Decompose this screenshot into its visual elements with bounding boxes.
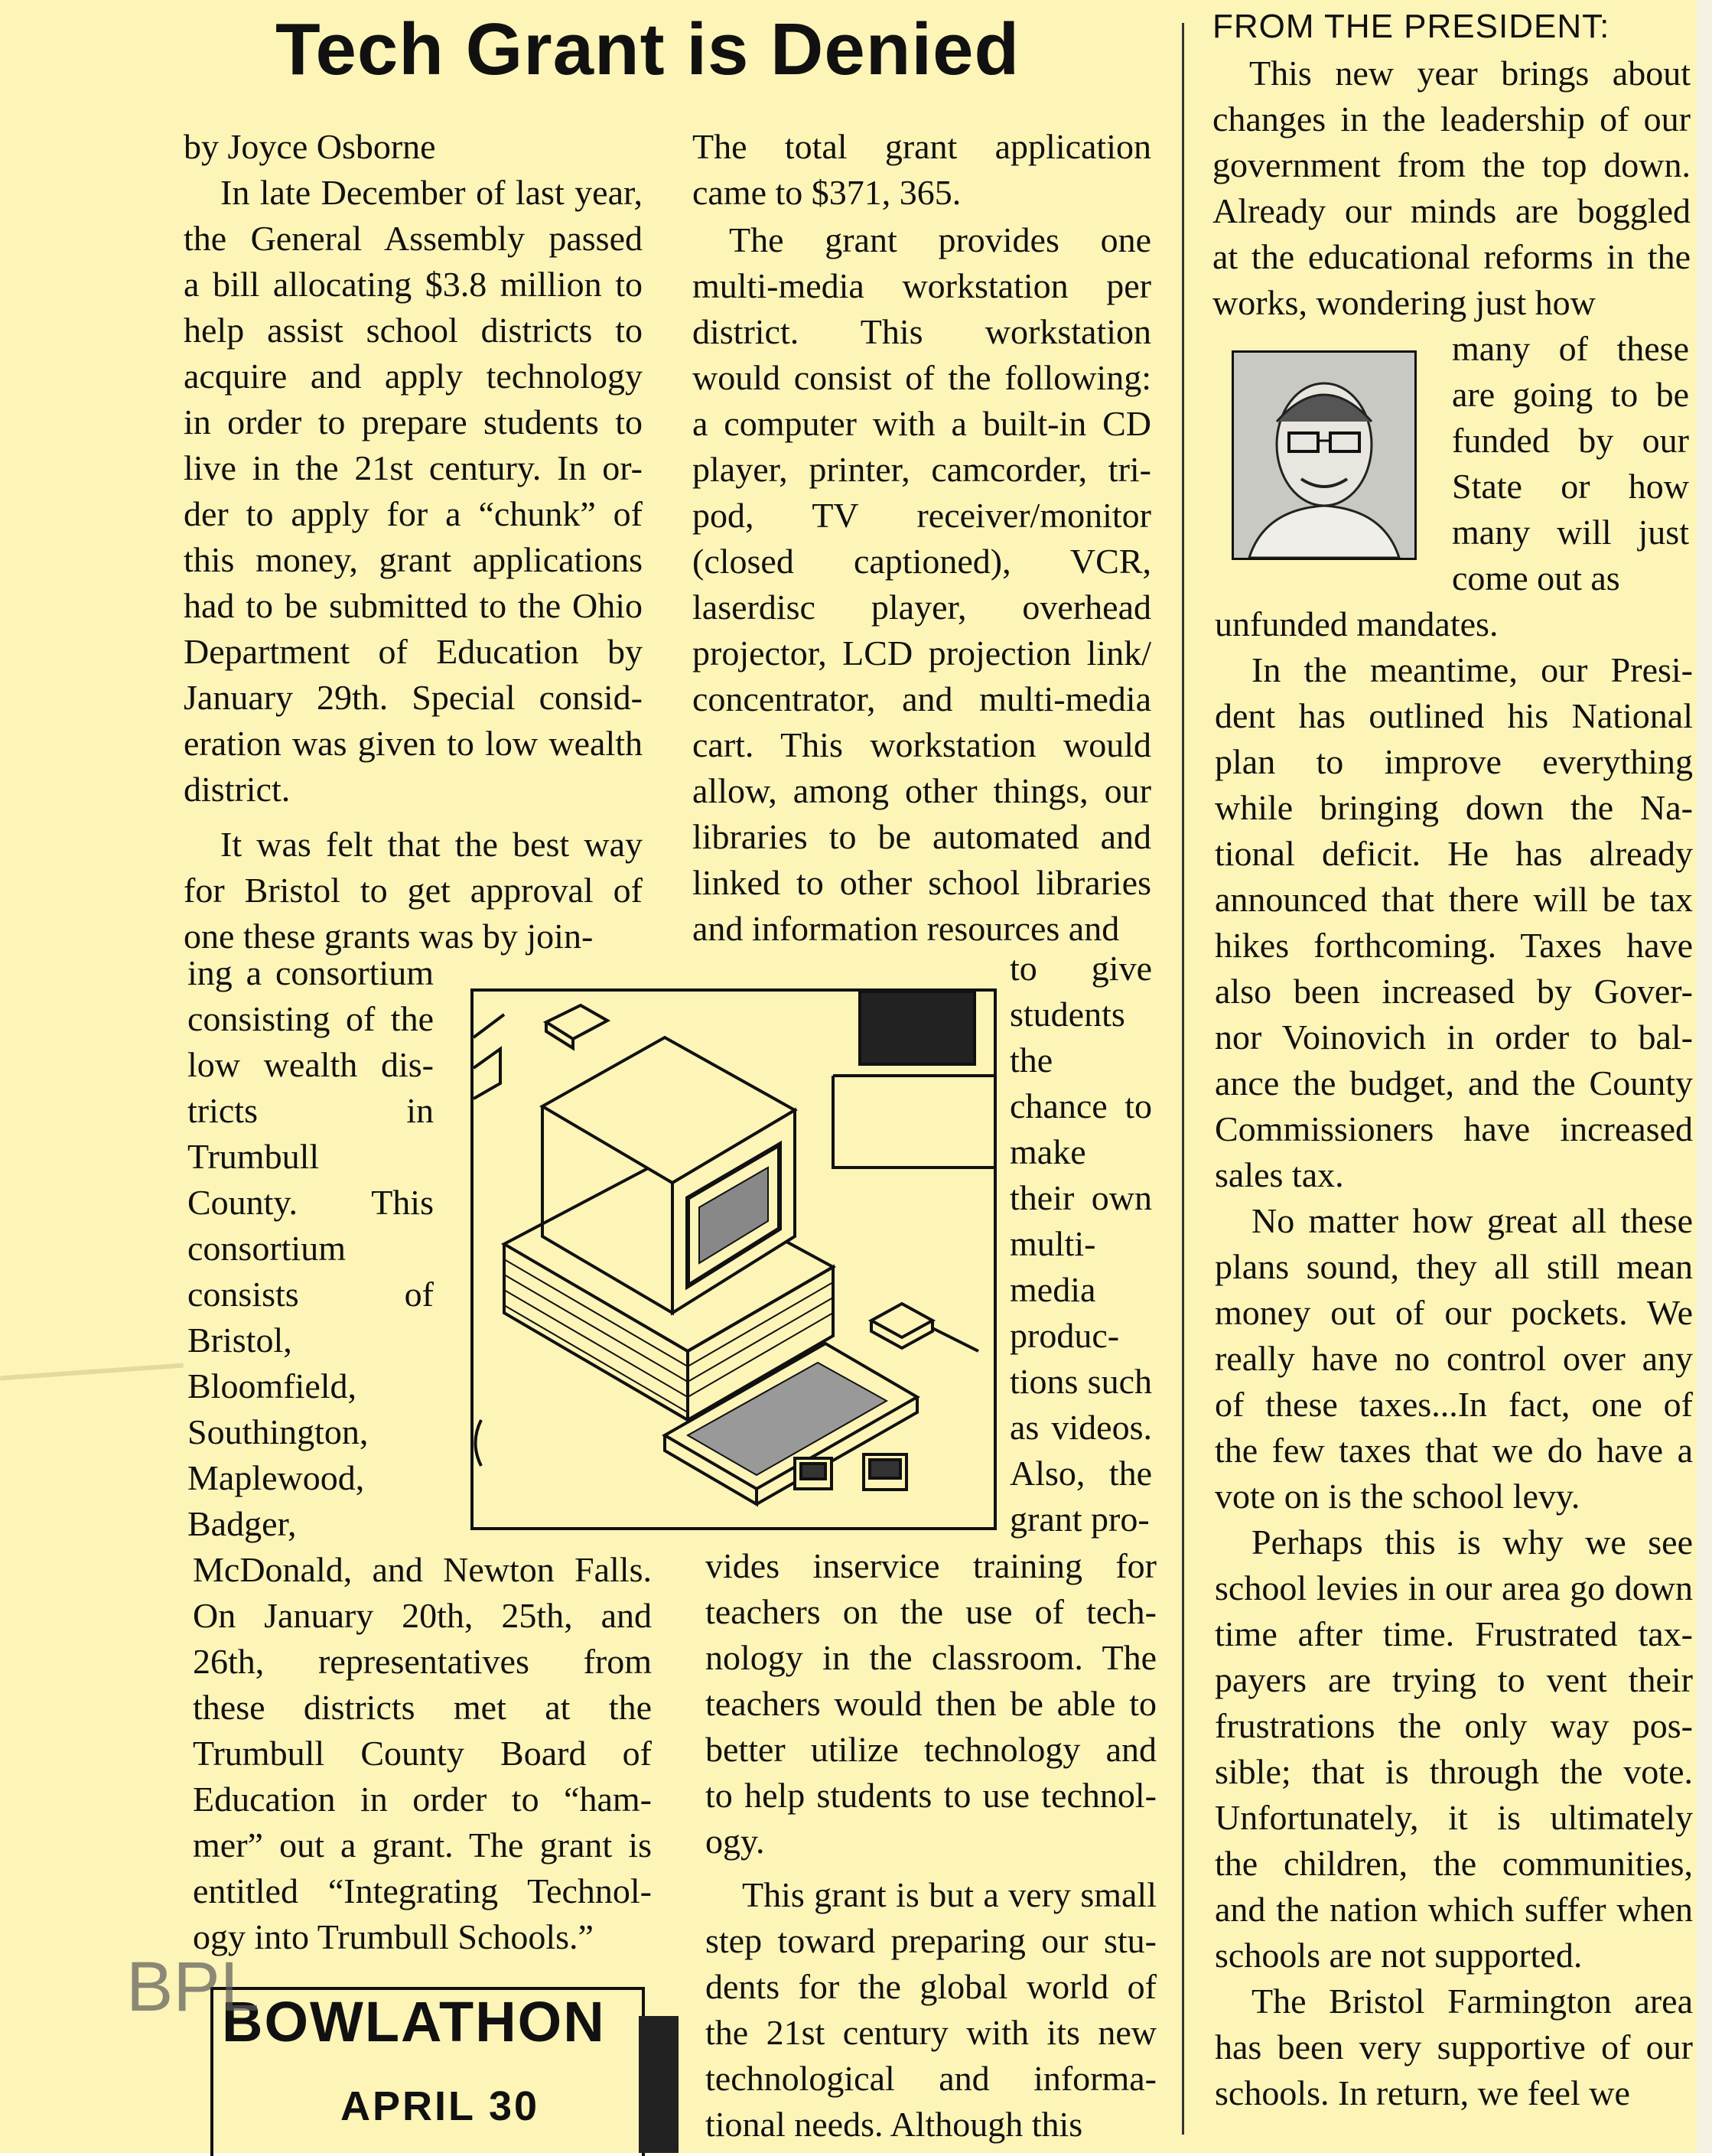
text-line: district. This workstation (692, 312, 1151, 351)
byline: by Joyce Osborne (184, 127, 436, 166)
text-line: Department of Education by (184, 632, 643, 671)
text-line: payers are trying to vent their (1215, 1660, 1693, 1699)
text-line: schools. In return, we feel we (1215, 2073, 1630, 2112)
portrait-image (1234, 353, 1414, 558)
text-line: Perhaps this is why we see (1251, 1523, 1693, 1562)
text-line: teachers would then be able to (705, 1684, 1157, 1723)
article-column-2 (692, 124, 1151, 952)
text-line: low wealth dis- (187, 1045, 434, 1084)
article-headline: Tech Grant is Denied (275, 8, 1020, 90)
text-line: This new year brings about (1249, 54, 1691, 93)
computer-clipart (470, 988, 997, 1530)
text-line: Also, the (1010, 1454, 1152, 1493)
text-line: many will just (1452, 513, 1689, 552)
text-line: The Bristol Farmington area (1251, 1982, 1693, 2021)
text-line: live in the 21st century. In or- (184, 448, 643, 487)
text-line: This grant is but a very small (742, 1875, 1157, 1914)
text-line: frustrations the only way pos- (1215, 1706, 1693, 1745)
president-photo (1232, 350, 1417, 560)
text-line: the children, the communities, (1215, 1844, 1693, 1883)
text-line: Commissioners have increased (1215, 1109, 1693, 1148)
text-line: announced that there will be tax (1215, 880, 1693, 919)
text-line: the (1010, 1041, 1053, 1080)
text-line: acquire and apply technology (184, 357, 643, 396)
text-line: player, printer, camcorder, tri- (692, 450, 1151, 489)
text-line: State or how (1452, 467, 1689, 506)
text-line: has been very supportive of our (1215, 2027, 1693, 2066)
text-line: January 29th. Special consid- (184, 678, 643, 717)
president-column-wrap (1452, 326, 1689, 601)
text-line: multi-media workstation per (692, 266, 1151, 305)
watermark: BPL (126, 1948, 259, 2026)
text-line: teachers on the use of tech- (705, 1592, 1157, 1631)
text-line: really have no control over any (1215, 1339, 1693, 1378)
text-line: a bill allocating $3.8 million to (184, 265, 643, 304)
text-line: Trumbull (187, 1137, 320, 1176)
article-column-2-continued (705, 1543, 1157, 2148)
article-paragraph-2 (184, 822, 643, 959)
text-line: one these grants was by join- (184, 917, 594, 956)
article-column-1-continued (193, 1547, 652, 1960)
text-line: schools are not supported. (1215, 1936, 1583, 1975)
text-line: It was felt that the best way (220, 825, 643, 864)
text-line: funded by our (1452, 421, 1689, 460)
text-line: tional deficit. He has already (1215, 834, 1693, 873)
text-line: a computer with a built-in CD (692, 404, 1151, 443)
text-line: linked to other school libraries (692, 863, 1151, 902)
text-line: der to apply for a “chunk” of (184, 494, 643, 533)
text-line: Trumbull County Board of (193, 1734, 652, 1773)
text-line: dents for the global world of (705, 1967, 1157, 2006)
text-line: The grant provides one (729, 220, 1151, 259)
text-line: while bringing down the Na- (1215, 788, 1693, 827)
text-line: district. (184, 770, 291, 809)
text-line: also been increased by Gover- (1215, 972, 1693, 1011)
text-line: in order to prepare students to (184, 402, 643, 441)
text-line: multi- (1010, 1224, 1096, 1263)
text-line: consortium (187, 1229, 346, 1268)
text-line: pod, TV receiver/monitor (692, 496, 1151, 535)
text-line: consisting of the (187, 999, 434, 1038)
text-line: laserdisc player, overhead (692, 588, 1151, 627)
text-line: to help students to use technol- (705, 1776, 1157, 1815)
text-line: tional needs. Although this (705, 2105, 1083, 2144)
text-line: media (1010, 1270, 1096, 1309)
text-line: better utilize technology and (705, 1730, 1157, 1769)
text-line: (closed captioned), VCR, (692, 542, 1151, 581)
text-line: many of these (1452, 329, 1689, 368)
bowlathon-ad-shadow (639, 2016, 679, 2153)
text-line: technological and informa- (705, 2059, 1157, 2098)
text-line: eration was given to low wealth (184, 724, 643, 763)
text-line: consists of (187, 1275, 434, 1314)
article-column-1-wrap (187, 950, 434, 1547)
text-line: works, wondering just how (1212, 283, 1596, 322)
bowlathon-title: BOWLATHON (222, 1990, 606, 2053)
text-line: to give (1010, 949, 1152, 988)
text-line: sible; that is through the vote. (1215, 1752, 1693, 1791)
text-line: cart. This workstation would (692, 725, 1151, 764)
column-divider (1182, 23, 1184, 2135)
text-line: money out of our pockets. We (1215, 1293, 1693, 1332)
text-line: the 21st century with its new (705, 2013, 1157, 2052)
text-line: Maplewood, (187, 1458, 365, 1497)
text-line: Education in order to “ham- (193, 1780, 652, 1819)
page-edge (1697, 0, 1712, 2153)
text-line: would consist of the following: (692, 358, 1151, 397)
text-line: In the meantime, our Presi- (1251, 650, 1693, 689)
text-line: sales tax. (1215, 1155, 1344, 1194)
article-column-2-wrap (1010, 946, 1152, 1542)
text-line: ing a consortium (187, 953, 434, 992)
president-column-top (1212, 50, 1691, 326)
text-line: the few taxes that we do have a (1215, 1431, 1693, 1470)
text-line: had to be submitted to the Ohio (184, 586, 643, 625)
article-column-1 (184, 124, 643, 959)
bowlathon-date: APRIL 30 (340, 2083, 540, 2129)
text-line: chance to (1010, 1086, 1152, 1125)
text-line: tions such (1010, 1362, 1152, 1401)
text-line: come out as (1452, 559, 1620, 598)
text-line: vides inservice training for (705, 1546, 1157, 1585)
article-paragraph-1 (184, 170, 643, 813)
president-paragraph-1-end: unfunded mandates. (1215, 604, 1499, 643)
text-line: plan to improve everything (1215, 742, 1693, 781)
text-line: make (1010, 1132, 1086, 1171)
text-line: grant pro- (1010, 1500, 1150, 1539)
text-line: Already our minds are boggled (1212, 191, 1691, 230)
text-line: On January 20th, 25th, and (193, 1596, 652, 1635)
text-line: ogy into Trumbull Schools.” (193, 1917, 594, 1956)
text-line: concentrator, and multi-media (692, 679, 1151, 718)
text-line: the General Assembly passed (184, 219, 643, 258)
text-line: their own (1010, 1178, 1152, 1217)
text-line: Unfortunately, it is ultimately (1215, 1798, 1693, 1837)
text-line: In late December of last year, (220, 173, 643, 212)
text-line: 26th, representatives from (193, 1642, 652, 1681)
text-line: as videos. (1010, 1408, 1152, 1447)
text-line: of these taxes...In fact, one of (1215, 1385, 1693, 1424)
text-line: plans sound, they all still mean (1215, 1247, 1693, 1286)
text-line: vote on is the school levy. (1215, 1477, 1580, 1516)
text-line: step toward preparing our stu- (705, 1921, 1157, 1960)
text-line: The total grant application (692, 127, 1151, 166)
president-heading: FROM THE PRESIDENT: (1212, 8, 1610, 45)
text-line: this money, grant applications (184, 540, 643, 579)
text-line: are going to be (1452, 375, 1689, 414)
text-line: and information resources and (692, 909, 1120, 948)
text-line: projector, LCD projection link/ (692, 633, 1151, 673)
text-line: time after time. Frustrated tax- (1215, 1614, 1693, 1653)
text-line: libraries to be automated and (692, 817, 1151, 856)
text-line: nology in the classroom. The (705, 1638, 1157, 1677)
text-line: nor Voinovich in order to bal- (1215, 1018, 1693, 1057)
text-line: for Bristol to get approval of (184, 871, 643, 910)
text-line: allow, among other things, our (692, 771, 1151, 810)
text-line: entitled “Integrating Technol- (193, 1871, 652, 1910)
text-line: Bristol, (187, 1321, 292, 1360)
computer-workstation-icon (474, 992, 994, 1527)
text-line: dent has outlined his National (1215, 696, 1693, 735)
text-line: McDonald, and Newton Falls. (193, 1550, 652, 1589)
text-line: Southington, (187, 1412, 369, 1451)
text-line: mer” out a grant. The grant is (193, 1825, 652, 1865)
president-column-body (1215, 601, 1693, 2116)
text-line: came to $371, 365. (692, 173, 962, 212)
text-line: students (1010, 995, 1125, 1034)
text-line: government from the top down. (1212, 145, 1691, 184)
text-line: produc- (1010, 1316, 1120, 1355)
text-line: No matter how great all these (1251, 1201, 1693, 1240)
text-line: tricts in (187, 1091, 434, 1130)
text-line: hikes forthcoming. Taxes have (1215, 926, 1693, 965)
text-line: at the educational reforms in the (1212, 237, 1691, 276)
text-line: Badger, (187, 1504, 297, 1543)
text-line: school levies in our area go down (1215, 1568, 1693, 1607)
text-line: ogy. (705, 1822, 765, 1861)
text-line: help assist school districts to (184, 311, 643, 350)
text-line: these districts met at the (193, 1688, 652, 1727)
text-line: ance the budget, and the County (1215, 1063, 1693, 1102)
text-line: Bloomfield, (187, 1366, 357, 1405)
text-line: and the nation which suffer when (1215, 1890, 1693, 1929)
text-line: County. This (187, 1183, 434, 1222)
text-line: changes in the leadership of our (1212, 99, 1691, 138)
